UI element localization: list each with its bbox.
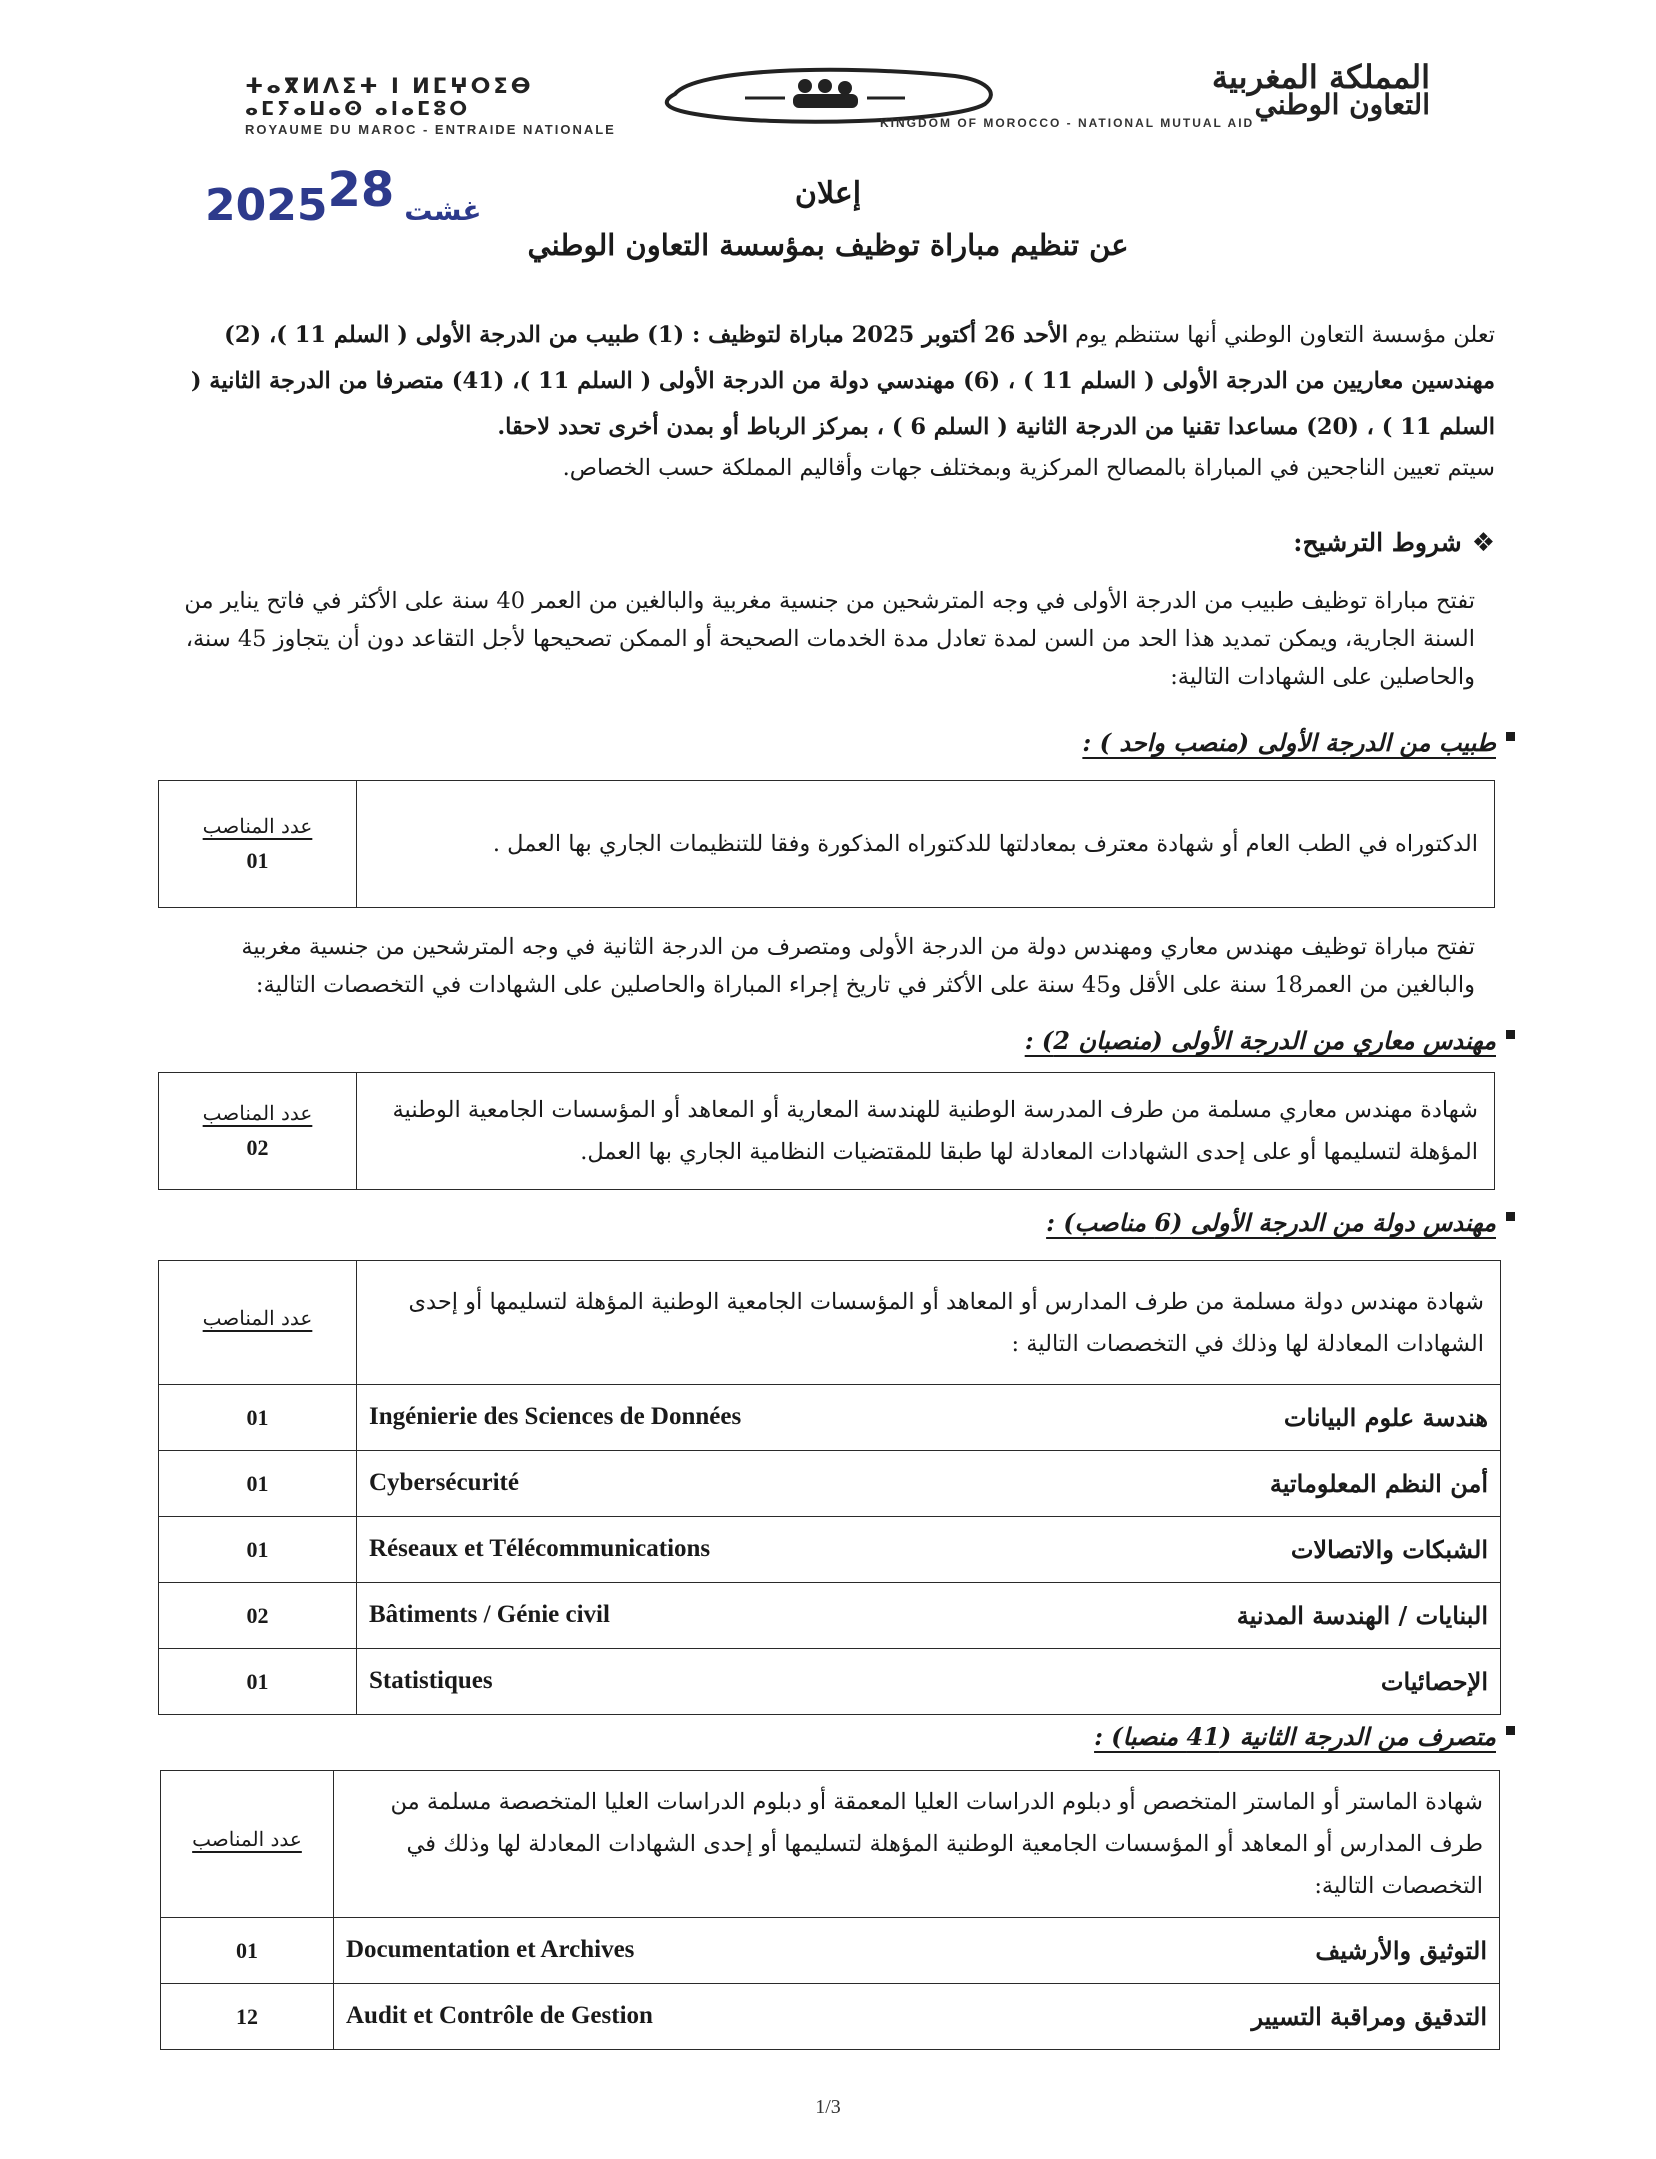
- specialty-fr: Réseaux et Télécommunications: [369, 1535, 711, 1562]
- specialty-cell: [357, 1451, 1501, 1517]
- announcement-title: إعلان: [794, 176, 862, 211]
- specialty-fr: Statistiques: [369, 1667, 493, 1694]
- specialty-cell: [334, 1918, 1500, 1984]
- administrator-section-title: [600, 1722, 1515, 1751]
- specialty-cell: [357, 1385, 1501, 1451]
- state-engineer-desc: شهادة مهندس دولة مسلمة من طرف المدارس أو المعاهد أو المؤسسات الجامعية الوطنية المؤهلة لتسليمها أو إحدى الشهادات المعادلة لها وذلك في التخصصات التالية :: [357, 1261, 1501, 1385]
- specialty-ar: أمن النظم المعلوماتية: [1269, 1469, 1488, 1498]
- header-tifinagh-line1: ⵜⴰⴳⵍⴷⵉⵜ ⵏ ⵍⵎⵖⵔⵉⴱ: [245, 74, 534, 98]
- count-label: عدد المناصب: [202, 814, 313, 838]
- specialty-ar: هندسة علوم البيانات: [1283, 1403, 1488, 1432]
- stamp-month: غشت: [404, 194, 482, 227]
- page-number: 1/3: [815, 2096, 841, 2118]
- architect-table: [158, 1072, 1495, 1190]
- intro-paragraph: [190, 312, 1495, 450]
- specialty-count: 01: [159, 1649, 357, 1715]
- doctor-count: 01: [246, 848, 269, 873]
- specialty-ar: الشبكات والاتصالات: [1290, 1535, 1488, 1564]
- specialty-count: 01: [159, 1517, 357, 1583]
- square-bullet-icon: [1506, 732, 1515, 741]
- state-engineer-count-header: [159, 1261, 357, 1385]
- architect-section-title: [600, 1026, 1515, 1055]
- square-bullet-icon: [1506, 1030, 1515, 1039]
- specialty-count: 01: [161, 1918, 334, 1984]
- specialty-row: [161, 1984, 1500, 2050]
- specialty-row: [161, 1918, 1500, 1984]
- specialty-cell: [357, 1583, 1501, 1649]
- state-engineer-section-title: [600, 1208, 1515, 1237]
- specialty-row: [159, 1649, 1501, 1715]
- specialty-fr: Documentation et Archives: [346, 1936, 635, 1963]
- specialty-cell: [357, 1517, 1501, 1583]
- count-label: عدد المناصب: [202, 1101, 313, 1125]
- specialty-fr: Audit et Contrôle de Gestion: [346, 2002, 653, 2029]
- specialty-count: 01: [159, 1451, 357, 1517]
- specialty-ar: التوثيق والأرشيف: [1315, 1936, 1487, 1965]
- header-arabic-line2: التعاون الوطني: [1254, 88, 1430, 121]
- state-engineer-title-text: مهندس دولة من الدرجة الأولى (6 مناصب) :: [1046, 1208, 1496, 1237]
- intro-lead: تعلن مؤسسة التعاون الوطني أنها ستنظم يوم: [1067, 322, 1495, 348]
- conditions-heading-text: شروط الترشيح:: [1293, 528, 1462, 557]
- square-bullet-icon: [1506, 1726, 1515, 1735]
- count-label: عدد المناصب: [202, 1305, 313, 1330]
- square-bullet-icon: [1506, 1212, 1515, 1221]
- specialty-cell: [357, 1649, 1501, 1715]
- intro-bold: الأحد 26 أكتوبر 2025 مباراة لتوظيف : (1) طبيب من الدرجة الأولى ( السلم 11 )، (2) مهندسين معاريين من الدرجة الأولى ( السلم 11 ) ، (6) مهندسي دولة من الدرجة الأولى ( السلم 11 )، (41) متصرفا من الدرجة الثانية ( السلم 11 ) ، (20) مساعدا تقنيا من الدرجة الثانية ( السلم 6 ) ، بمركز الرباط أو بمدن أخرى تحدد لاحقا.: [190, 322, 1495, 440]
- doctor-table: [158, 780, 1495, 908]
- conditions-heading: [600, 528, 1495, 558]
- specialty-row: [159, 1517, 1501, 1583]
- conditions-paragraph-engineers: [180, 928, 1475, 1004]
- conditions-paragraph-doctor: [180, 582, 1475, 696]
- specialty-fr: Ingénierie des Sciences de Données: [369, 1403, 742, 1430]
- administrator-title-text: متصرف من الدرجة الثانية (41 منصبا) :: [1094, 1722, 1496, 1751]
- administrator-count-header: [161, 1771, 334, 1918]
- architect-desc: شهادة مهندس معاري مسلمة من طرف المدرسة الوطنية للهندسة المعارية أو المعاهد أو المؤسسات الجامعية الوطنية المؤهلة لتسليمها أو على إحدى الشهادات المعادلة لها طبقا للمقتضيات النظامية الجاري بها العمل.: [357, 1073, 1495, 1190]
- header-english-line: KINGDOM OF MOROCCO - NATIONAL MUTUAL AID: [880, 116, 1255, 130]
- specialty-row: [159, 1385, 1501, 1451]
- administrator-table: [160, 1770, 1500, 2050]
- header-tifinagh-line2: ⴰⵎⵢⴰⵡⴰⵙ ⴰⵏⴰⵎⵓⵔ: [245, 98, 471, 120]
- specialty-fr: Bâtiments / Génie civil: [369, 1601, 610, 1628]
- count-label: عدد المناصب: [192, 1827, 302, 1851]
- doctor-desc: الدكتوراه في الطب العام أو شهادة معترف بمعادلتها للدكتوراه المذكورة وفقا للتنظيمات الجاري بها العمل .: [357, 781, 1495, 908]
- specialty-count: 02: [159, 1583, 357, 1649]
- architect-title-text: مهندس معاري من الدرجة الأولى (منصبان 2) :: [1024, 1026, 1496, 1055]
- specialty-ar: البنايات / الهندسة المدنية: [1236, 1601, 1488, 1630]
- header-arabic-line1: المملكة المغربية: [1211, 58, 1430, 96]
- conditions-engineers-text: تفتح مباراة توظيف مهندس معاري ومهندس دولة من الدرجة الأولى ومتصرف من الدرجة الثانية في وجه المترشحين من جنسية مغربية والبالغين من العمر18 سنة على الأقل و45 سنة على الأكثر في تاريخ إجراء المباراة والحاصلين على الشهادات في التخصصات التالية:: [241, 934, 1475, 998]
- specialty-row: [159, 1451, 1501, 1517]
- specialty-count: 12: [161, 1984, 334, 2050]
- stamp-year: 2025: [205, 180, 328, 231]
- doctor-title-text: طبيب من الدرجة الأولى (منصب واحد ) :: [1082, 728, 1496, 757]
- architect-count: 02: [246, 1135, 269, 1160]
- header-french-line: ROYAUME DU MAROC - ENTRAIDE NATIONALE: [245, 122, 616, 137]
- specialty-cell: [334, 1984, 1500, 2050]
- specialty-ar: التدقيق ومراقبة التسيير: [1251, 2002, 1487, 2031]
- doctor-section-title: [600, 728, 1515, 757]
- conditions-doctor-text: تفتح مباراة توظيف طبيب من الدرجة الأولى في وجه المترشحين من جنسية مغربية والبالغين من العمر 40 سنة على الأكثر في فاتح يناير من السنة الجارية، ويمكن تمديد هذا الحد من السن لمدة تعادل مدة الخدمات الصحيحة أو الممكن تصحيحها لأجل التقاعد دون أن يتجاوز 45 سنة، والحاصلين على الشهادات التالية:: [184, 588, 1475, 690]
- administrator-desc: شهادة الماستر أو الماستر المتخصص أو دبلوم الدراسات العليا المعمقة أو دبلوم الدراسات العليا المتخصصة مسلمة من طرف المدارس أو المعاهد أو المؤسسات الجامعية الوطنية المؤهلة لتسليمها أو إحدى الشهادات المعادلة لها وذلك في التخصصات التالية:: [334, 1771, 1500, 1918]
- diamond-bullet-icon: ❖: [1471, 528, 1495, 558]
- assignment-note: سيتم تعيين الناجحين في المباراة بالمصالح المركزية وبمختلف جهات وأقاليم المملكة حسب الخصاص.: [562, 455, 1495, 481]
- doctor-count-cell: [159, 781, 357, 908]
- architect-count-cell: [159, 1073, 357, 1190]
- specialty-ar: الإحصائيات: [1380, 1667, 1488, 1696]
- stamp-day: 28: [327, 162, 395, 218]
- specialty-row: [159, 1583, 1501, 1649]
- specialty-count: 01: [159, 1385, 357, 1451]
- announcement-subtitle: عن تنظيم مباراة توظيف بمؤسسة التعاون الوطني: [527, 228, 1129, 262]
- state-engineer-table: [158, 1260, 1501, 1715]
- specialty-fr: Cybersécurité: [369, 1469, 519, 1496]
